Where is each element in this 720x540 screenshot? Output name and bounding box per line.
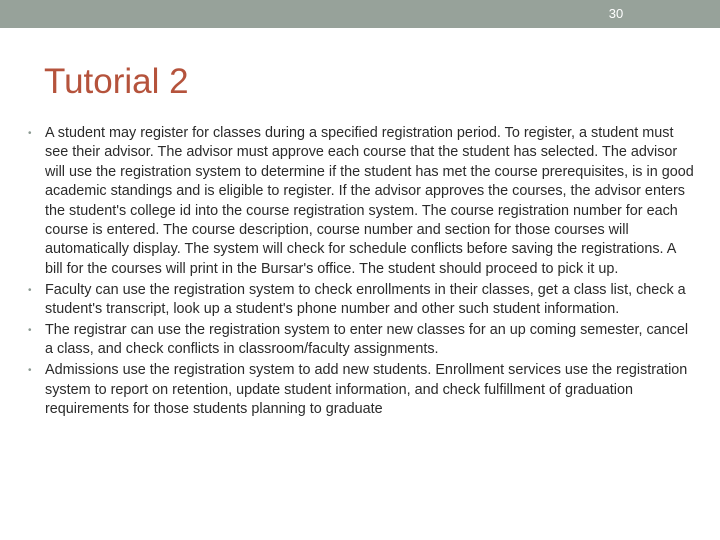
- bullet-dot-icon: •: [28, 325, 32, 337]
- bullet-text: A student may register for classes during a specified registration period. To register, a student must see their advisor. The advisor must approve each course that the student has selected. The advisor will use the registration system to determine if the student has met the course prerequisites, is in good academic standings and is eligible to register. If the advisor approves the courses, the advisor enters the student's college id into the course registration system. The course registration number for each course is entered. The course description, course number and section for those courses will automatically display. The system will check for schedule conflicts before saving the registrations. A bill for the courses will print in the Bursar's office. The student should proceed to pick it up.: [45, 125, 694, 277]
- slide-title: Tutorial 2: [44, 62, 189, 101]
- bullet-item: [28, 361, 694, 419]
- bullet-dot-icon: •: [28, 365, 32, 377]
- bullet-dot-icon: •: [28, 128, 32, 139]
- bullet-list: [28, 124, 694, 421]
- slide-header-bar: [0, 0, 720, 28]
- bullet-item: [28, 124, 694, 279]
- bullet-text: Admissions use the registration system to add new students. Enrollment services use the registration system to report on retention, update student information, and check fulfillment of graduation requirements for those students planning to graduate: [45, 362, 688, 418]
- bullet-text: Faculty can use the registration system to check enrollments in their classes, get a class list, check a student's transcript, look up a student's phone number and other such student information.: [45, 281, 686, 318]
- bullet-item: [28, 281, 694, 320]
- bullet-text: The registrar can use the registration system to enter new classes for an up coming semester, cancel a class, and check conflicts in classroom/faculty assignments.: [45, 322, 689, 358]
- bullet-item: [28, 321, 694, 360]
- slide-number: 30: [608, 6, 624, 21]
- bullet-dot-icon: •: [28, 284, 32, 296]
